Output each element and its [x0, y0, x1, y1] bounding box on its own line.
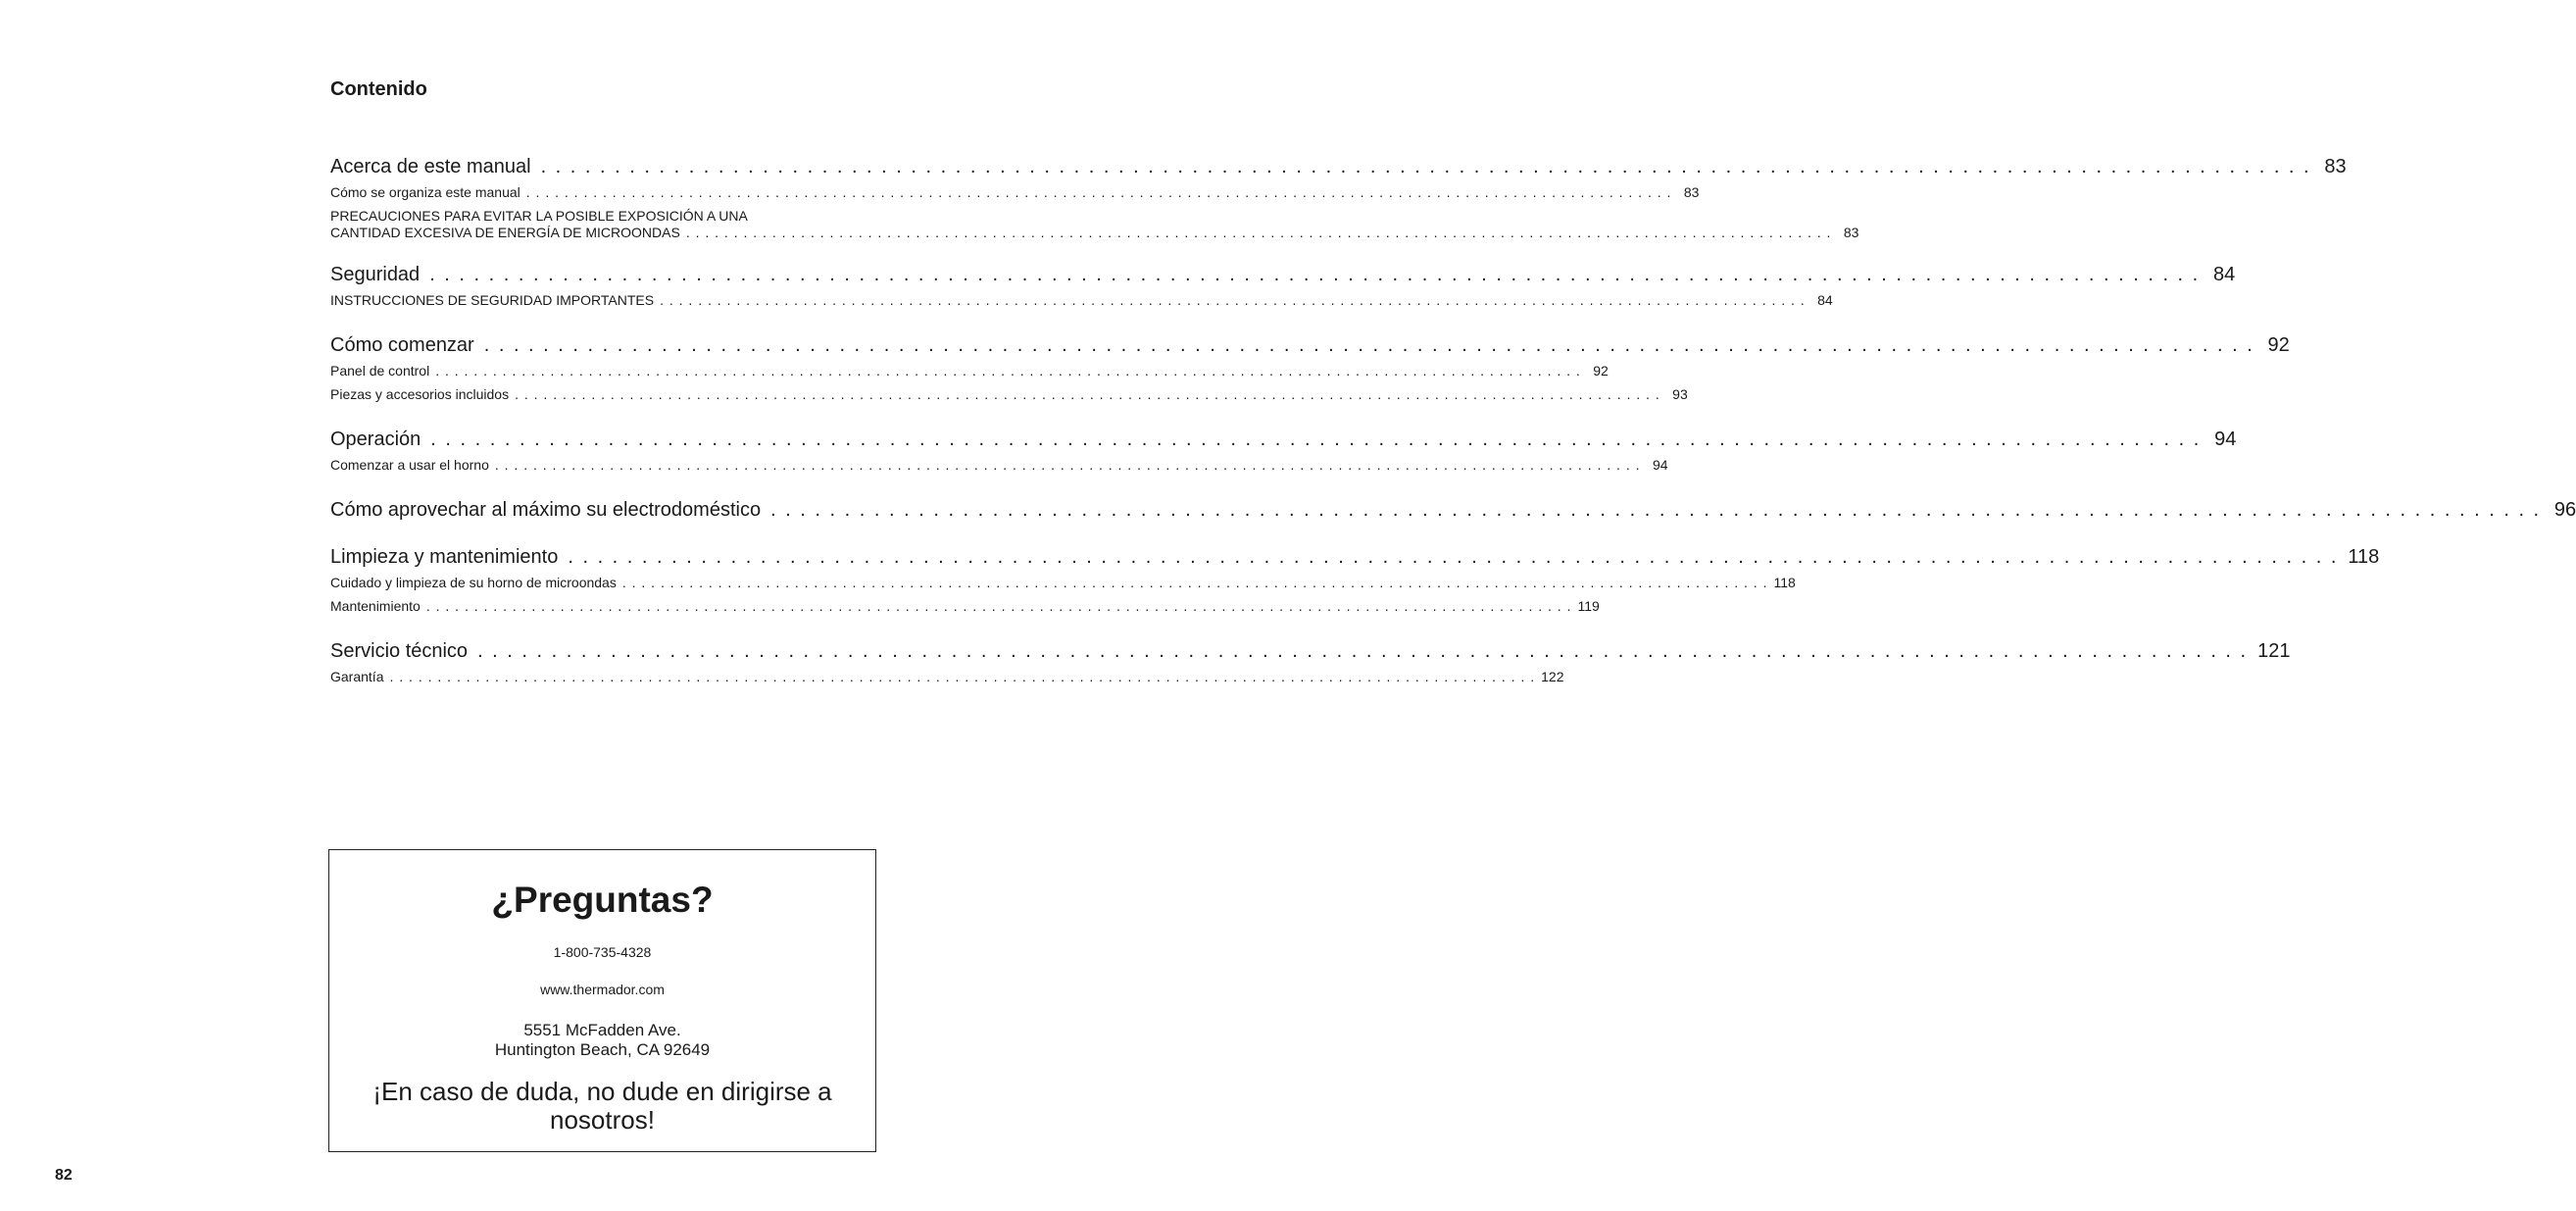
toc-subentry-page: 119 [1577, 598, 1600, 614]
toc-entry-title: Cómo comenzar [330, 334, 474, 356]
toc-entry-title: Cómo aprovechar al máximo su electrodoméstico [330, 499, 762, 521]
dot-leader: . . . . . . . . . . . . . . . . . . . . . . . . . . . . . . . . . . . . . . . . . . . . . . . . . . . . . . . . . . . . . . . . . . . . . . . . . . . . . . . . . . . . . . . . . . . . . . . . . . . . . . . . . . . . . . . . . . . . . . . . [430, 429, 2202, 450]
dot-leader: . . . . . . . . . . . . . . . . . . . . . . . . . . . . . . . . . . . . . . . . . . . . . . . . . . . . . . . . . . . . . . . . . . . . . . . . . . . . . . . . . . . . . . . . . . . . . . . . . . . . . . . . . . . . . . . . . . . . . . . . [425, 598, 1572, 614]
toc-subentry-title: INSTRUCCIONES DE SEGURIDAD IMPORTANTES [330, 292, 655, 308]
dot-leader: . . . . . . . . . . . . . . . . . . . . . . . . . . . . . . . . . . . . . . . . . . . . . . . . . . . . . . . . . . . . . . . . . . . . . . . . . . . . . . . . . . . . . . . . . . . . . . . . . . . . . . . . . . . . . . . . . . . . . . . . [435, 363, 1581, 378]
dot-leader: . . . . . . . . . . . . . . . . . . . . . . . . . . . . . . . . . . . . . . . . . . . . . . . . . . . . . . . . . . . . . . . . . . . . . . . . . . . . . . . . . . . . . . . . . . . . . . . . . . . . . . . . . . . . . . . . . . . . . . . . [770, 499, 2542, 521]
toc-subentry[interactable] [330, 382, 1688, 406]
toc-entry-page: 92 [2267, 334, 2290, 356]
toc-entry[interactable] [330, 496, 2576, 524]
toc-subentry-multiline[interactable] [330, 208, 1859, 241]
toc-entry[interactable] [330, 261, 2236, 288]
toc-section [330, 331, 2290, 406]
toc-subentry-title: Piezas y accesorios incluidos [330, 386, 510, 402]
questions-title: ¿Preguntas? [491, 880, 714, 920]
toc-entry-title: Acerca de este manual [330, 156, 531, 177]
dot-leader: . . . . . . . . . . . . . . . . . . . . . . . . . . . . . . . . . . . . . . . . . . . . . . . . . . . . . . . . . . . . . . . . . . . . . . . . . . . . . . . . . . . . . . . . . . . . . . . . . . . . . . . . . . . . . . . . . . . . . . . . [660, 292, 1806, 308]
table-of-contents [330, 153, 2576, 708]
toc-section [330, 637, 2291, 688]
toc-subentry[interactable] [330, 288, 1833, 312]
toc-subentry[interactable] [330, 453, 1668, 477]
toc-subentry-page: 93 [1672, 386, 1688, 402]
toc-section [330, 261, 2236, 312]
toc-entry-title: Servicio técnico [330, 640, 469, 662]
toc-subentry[interactable] [330, 180, 1700, 204]
toc-entry-page: 118 [2348, 546, 2380, 568]
dot-leader: . . . . . . . . . . . . . . . . . . . . . . . . . . . . . . . . . . . . . . . . . . . . . . . . . . . . . . . . . . . . . . . . . . . . . . . . . . . . . . . . . . . . . . . . . . . . . . . . . . . . . . . . . . . . . . . . . . . . . . . . [540, 156, 2311, 177]
toc-entry[interactable] [330, 153, 2347, 180]
toc-entry-page: 96 [2553, 499, 2576, 521]
toc-subentry-title-line1: PRECAUCIONES PARA EVITAR LA POSIBLE EXPOSICIÓN A UNA [330, 208, 748, 224]
toc-subentry[interactable] [330, 571, 1796, 594]
dot-leader: . . . . . . . . . . . . . . . . . . . . . . . . . . . . . . . . . . . . . . . . . . . . . . . . . . . . . . . . . . . . . . . . . . . . . . . . . . . . . . . . . . . . . . . . . . . . . . . . . . . . . . . . . . . . . . . . . . . . . . . . [494, 457, 1641, 473]
toc-subentry-page: 83 [1683, 184, 1700, 200]
toc-entry[interactable] [330, 331, 2290, 359]
toc-section [330, 153, 2347, 241]
toc-subentry[interactable] [330, 594, 1600, 618]
toc-subentry-page: 122 [1541, 669, 1564, 684]
toc-subentry-page: 84 [1817, 292, 1833, 308]
toc-section [330, 496, 2576, 524]
toc-entry[interactable] [330, 426, 2237, 453]
dot-leader: . . . . . . . . . . . . . . . . . . . . . . . . . . . . . . . . . . . . . . . . . . . . . . . . . . . . . . . . . . . . . . . . . . . . . . . . . . . . . . . . . . . . . . . . . . . . . . . . . . . . . . . . . . . . . . . . . . . . . . . . [515, 386, 1660, 402]
toc-entry[interactable] [330, 543, 2380, 571]
address-line2: Huntington Beach, CA 92649 [494, 1040, 711, 1059]
phone-number[interactable]: 1-800-735-4328 [553, 944, 652, 960]
toc-entry-title: Operación [330, 429, 421, 450]
address-line1: 5551 McFadden Ave. [523, 1021, 681, 1039]
dot-leader: . . . . . . . . . . . . . . . . . . . . . . . . . . . . . . . . . . . . . . . . . . . . . . . . . . . . . . . . . . . . . . . . . . . . . . . . . . . . . . . . . . . . . . . . . . . . . . . . . . . . . . . . . . . . . . . . . . . . . . . . [685, 225, 1832, 240]
dot-leader: . . . . . . . . . . . . . . . . . . . . . . . . . . . . . . . . . . . . . . . . . . . . . . . . . . . . . . . . . . . . . . . . . . . . . . . . . . . . . . . . . . . . . . . . . . . . . . . . . . . . . . . . . . . . . . . . . . . . . . . . [621, 575, 1768, 590]
toc-entry-page: 84 [2212, 264, 2236, 285]
toc-subentry-title: Garantía [330, 669, 384, 684]
tagline: ¡En caso de duda, no dude en dirigirse a nosotros! [372, 1077, 832, 1135]
toc-subentry[interactable] [330, 665, 1564, 688]
toc-entry-title: Seguridad [330, 264, 421, 285]
toc-subentry-title: Cómo se organiza este manual [330, 184, 520, 200]
dot-leader: . . . . . . . . . . . . . . . . . . . . . . . . . . . . . . . . . . . . . . . . . . . . . . . . . . . . . . . . . . . . . . . . . . . . . . . . . . . . . . . . . . . . . . . . . . . . . . . . . . . . . . . . . . . . . . . . . . . . . . . . [477, 640, 2249, 662]
website-link[interactable]: www.thermador.com [540, 982, 665, 997]
toc-subentry[interactable] [330, 359, 1609, 382]
toc-entry-title: Limpieza y mantenimiento [330, 546, 559, 568]
toc-subentry-page: 118 [1773, 575, 1796, 590]
dot-leader: . . . . . . . . . . . . . . . . . . . . . . . . . . . . . . . . . . . . . . . . . . . . . . . . . . . . . . . . . . . . . . . . . . . . . . . . . . . . . . . . . . . . . . . . . . . . . . . . . . . . . . . . . . . . . . . . . . . . . . . . [568, 546, 2339, 568]
toc-subentry-title: Cuidado y limpieza de su horno de microondas [330, 575, 617, 590]
toc-entry-page: 94 [2214, 429, 2237, 450]
toc-subentry-title: Panel de control [330, 363, 430, 378]
toc-section [330, 543, 2380, 618]
toc-section [330, 426, 2237, 477]
toc-subentry-title: Mantenimiento [330, 598, 421, 614]
toc-subentry-title: Comenzar a usar el horno [330, 457, 489, 473]
page-number: 82 [55, 1167, 73, 1184]
toc-subentry-page: 92 [1593, 363, 1609, 378]
toc-subentry-page: 83 [1843, 225, 1859, 240]
address [329, 1021, 875, 1060]
dot-leader: . . . . . . . . . . . . . . . . . . . . . . . . . . . . . . . . . . . . . . . . . . . . . . . . . . . . . . . . . . . . . . . . . . . . . . . . . . . . . . . . . . . . . . . . . . . . . . . . . . . . . . . . . . . . . . . . . . . . . . . . [389, 669, 1536, 684]
questions-box [328, 849, 876, 1152]
dot-leader: . . . . . . . . . . . . . . . . . . . . . . . . . . . . . . . . . . . . . . . . . . . . . . . . . . . . . . . . . . . . . . . . . . . . . . . . . . . . . . . . . . . . . . . . . . . . . . . . . . . . . . . . . . . . . . . . . . . . . . . . [483, 334, 2254, 356]
toc-entry[interactable] [330, 637, 2291, 665]
toc-subentry-page: 94 [1652, 457, 1668, 473]
toc-entry-page: 121 [2257, 640, 2291, 662]
toc-subentry-title-line2: CANTIDAD EXCESIVA DE ENERGÍA DE MICROONDAS [330, 225, 680, 240]
dot-leader: . . . . . . . . . . . . . . . . . . . . . . . . . . . . . . . . . . . . . . . . . . . . . . . . . . . . . . . . . . . . . . . . . . . . . . . . . . . . . . . . . . . . . . . . . . . . . . . . . . . . . . . . . . . . . . . . . . . . . . . . [525, 184, 1672, 200]
toc-entry-page: 83 [2324, 156, 2347, 177]
dot-leader: . . . . . . . . . . . . . . . . . . . . . . . . . . . . . . . . . . . . . . . . . . . . . . . . . . . . . . . . . . . . . . . . . . . . . . . . . . . . . . . . . . . . . . . . . . . . . . . . . . . . . . . . . . . . . . . . . . . . . . . . [429, 264, 2201, 285]
toc-heading: Contenido [330, 78, 427, 100]
